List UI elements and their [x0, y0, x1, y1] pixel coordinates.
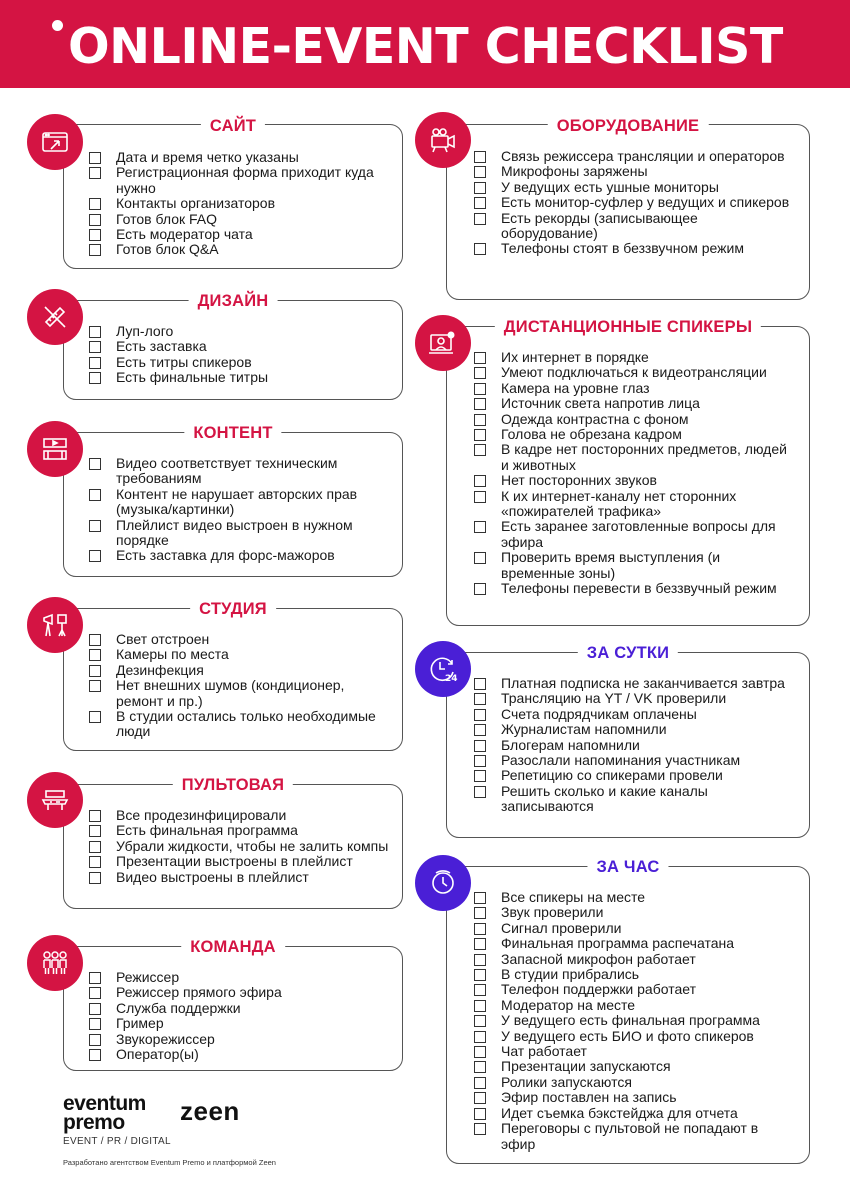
checkbox[interactable]: [89, 1018, 101, 1030]
checklist-item: [474, 1121, 794, 1152]
checkbox[interactable]: [474, 166, 486, 178]
checkbox[interactable]: [474, 954, 486, 966]
checkbox[interactable]: [89, 987, 101, 999]
checkbox[interactable]: [474, 398, 486, 410]
checkbox[interactable]: [89, 357, 101, 369]
checklist-item-label: Есть заставка для форс-мажоров: [116, 547, 335, 564]
checklist-item: [474, 180, 794, 195]
checkbox[interactable]: [89, 1003, 101, 1015]
section-title: ДИЗАЙН: [189, 291, 278, 311]
checkbox[interactable]: [89, 825, 101, 837]
checkbox[interactable]: [89, 1034, 101, 1046]
checklist-item-label: Их интернет в порядке: [501, 349, 649, 365]
checklist: [89, 970, 389, 1062]
checklist-item-label: Ролики запускаются: [501, 1073, 632, 1090]
checklist-item-label: Оператор(ы): [116, 1046, 199, 1063]
checklist-item: [474, 722, 794, 737]
checklist-item: [89, 165, 389, 196]
checkbox[interactable]: [474, 429, 486, 441]
checklist-item-label: Голова не обрезана кадром: [501, 426, 682, 443]
zeen-logo: zeen: [180, 1096, 240, 1126]
checklist-item-label: Есть заранее заготовленные вопросы для эфира: [501, 518, 776, 550]
checklist-item: [89, 355, 389, 370]
agency-tagline: EVENT / PR / DIGITAL: [63, 1136, 171, 1147]
video-frames-icon: [27, 421, 83, 477]
checklist-item: [89, 518, 389, 549]
checklist-item: [474, 1044, 794, 1059]
checklist-item: [89, 1047, 389, 1062]
checklist-item: [89, 1032, 389, 1047]
checklist-item: [474, 1013, 794, 1028]
checklist-item-label: Трансляцию на YT / VK проверили: [501, 690, 727, 707]
checklist: [474, 149, 794, 257]
checklist-item-label: В студии остались только необходимые люди: [116, 708, 376, 740]
checklist-item-label: Нет посторонних звуков: [501, 472, 657, 489]
checklist-item: [89, 839, 389, 854]
checklist-item-label: К их интернет-каналу нет сторонних «пожирателей трафика»: [501, 487, 737, 520]
checkbox[interactable]: [474, 709, 486, 721]
checkbox[interactable]: [89, 198, 101, 210]
checklist-item: [474, 738, 794, 753]
checkbox[interactable]: [474, 491, 486, 503]
logo-line: premo: [63, 1111, 125, 1134]
checklist: [89, 632, 389, 740]
checkbox[interactable]: [474, 352, 486, 364]
checkbox[interactable]: [89, 229, 101, 241]
checkbox[interactable]: [474, 475, 486, 487]
checklist-item: [474, 581, 794, 596]
section-title: ЗА СУТКИ: [578, 643, 678, 663]
section-title: СТУДИЯ: [190, 599, 276, 619]
checklist-item-label: Журналистам напомнили: [501, 721, 667, 738]
checklist-item: [474, 784, 794, 815]
checkbox[interactable]: [474, 521, 486, 533]
checklist-item-label: Убрали жидкости, чтобы не залить компы: [116, 837, 389, 854]
checklist-item-label: Запасной микрофон работает: [501, 950, 696, 967]
control-desk-icon: [27, 772, 83, 828]
checklist-item-label: Есть финальная программа: [116, 822, 298, 839]
checklist-item-label: Разослали напоминания участникам: [501, 752, 741, 769]
checkbox[interactable]: [89, 520, 101, 532]
checklist-item: [474, 365, 794, 380]
section-title: КОМАНДА: [181, 937, 285, 957]
checkbox[interactable]: [89, 872, 101, 884]
checkbox[interactable]: [474, 1031, 486, 1043]
checklist-item-label: Есть модератор чата: [116, 226, 253, 243]
checkbox[interactable]: [89, 326, 101, 338]
checkbox[interactable]: [89, 634, 101, 646]
checklist-item-label: Регистрационная форма приходит куда нужно: [116, 164, 374, 196]
checklist-item: [89, 985, 389, 1000]
checkbox[interactable]: [89, 214, 101, 226]
checkbox[interactable]: [89, 458, 101, 470]
checkbox[interactable]: [474, 740, 486, 752]
checklist-item: [474, 890, 794, 905]
camera-equipment-icon: [415, 112, 471, 168]
eventum-premo-logo: [63, 1094, 146, 1132]
checklist: [474, 350, 794, 597]
checklist: [474, 676, 794, 815]
checkbox[interactable]: [474, 151, 486, 163]
checklist-item-label: В студии прибрались: [501, 966, 640, 983]
browser-cursor-icon: [27, 114, 83, 170]
checkbox[interactable]: [89, 649, 101, 661]
studio-lights-icon: [27, 597, 83, 653]
checklist-item: [89, 632, 389, 647]
checkbox[interactable]: [89, 665, 101, 677]
checklist-item: [474, 921, 794, 936]
checklist-item: [474, 691, 794, 706]
checklist-item-label: В кадре нет посторонних предметов, людей и животных: [501, 441, 787, 473]
checklist-item: [474, 427, 794, 442]
checklist-item: [89, 242, 389, 257]
checklist-item: [474, 1059, 794, 1074]
checklist-item-label: Презентации выстроены в плейлист: [116, 853, 353, 870]
checkbox[interactable]: [474, 1061, 486, 1073]
checklist-item: [89, 456, 389, 487]
checkbox[interactable]: [89, 856, 101, 868]
checklist-item-label: Счета подрядчикам оплачены: [501, 705, 697, 722]
checklist-item-label: Свет отстроен: [116, 631, 210, 647]
checkbox[interactable]: [89, 341, 101, 353]
checkbox[interactable]: [474, 786, 486, 798]
checklist-item: [474, 195, 794, 210]
checklist-item: [89, 870, 389, 885]
checklist-item: [474, 396, 794, 411]
clock-24-icon: [415, 641, 471, 697]
checklist: [89, 324, 389, 386]
checklist-item-label: Презентации запускаются: [501, 1058, 671, 1075]
checklist-item: [474, 473, 794, 488]
checkbox[interactable]: [474, 755, 486, 767]
section-title: ОБОРУДОВАНИЕ: [548, 116, 709, 136]
checklist-item-label: Все продезинфицировали: [116, 807, 287, 823]
section-title: КОНТЕНТ: [184, 423, 281, 443]
checklist-item: [89, 970, 389, 985]
checkbox[interactable]: [474, 907, 486, 919]
checklist-item: [474, 753, 794, 768]
checklist-item-label: Есть монитор-суфлер у ведущих и спикеров: [501, 194, 790, 211]
checklist-item-label: Есть рекорды (записывающее оборудование): [501, 209, 698, 242]
checklist-item-label: Все спикеры на месте: [501, 889, 646, 905]
checklist-item: [89, 663, 389, 678]
checklist-item-label: Гример: [116, 1015, 164, 1032]
checklist-item-label: Модератор на месте: [501, 996, 636, 1013]
checklist-item: [89, 647, 389, 662]
checkbox[interactable]: [474, 1046, 486, 1058]
checklist-item: [474, 442, 794, 473]
clock-icon: [415, 855, 471, 911]
checklist-item-label: Источник света напротив лица: [501, 395, 700, 412]
checkbox[interactable]: [474, 938, 486, 950]
checkbox[interactable]: [89, 841, 101, 853]
checklist-item: [474, 998, 794, 1013]
checklist-item-label: Идет съемка бэкстейджа для отчета: [501, 1104, 738, 1121]
checklist-item: [89, 1016, 389, 1031]
checkbox[interactable]: [474, 552, 486, 564]
checkbox[interactable]: [89, 711, 101, 723]
checklist: [474, 890, 794, 1152]
clock-24-label: 24: [445, 674, 458, 684]
checkbox[interactable]: [474, 969, 486, 981]
checklist-item: [89, 709, 389, 740]
checklist-item-label: Сигнал проверили: [501, 919, 622, 936]
checklist-item-label: Есть заставка: [116, 338, 207, 355]
checkbox[interactable]: [474, 414, 486, 426]
page-title: ONLINE-EVENT CHECKLIST: [68, 18, 783, 75]
checkbox[interactable]: [474, 367, 486, 379]
checklist-item: [474, 164, 794, 179]
team-people-icon: [27, 935, 83, 991]
section-title: ЗА ЧАС: [587, 857, 668, 877]
checklist-item: [89, 854, 389, 869]
checklist-item-label: Камера на уровне глаз: [501, 379, 650, 396]
checklist-item: [89, 339, 389, 354]
checklist-item: [474, 967, 794, 982]
checklist-item-label: Телефоны стоят в беззвучном режим: [501, 240, 744, 257]
checklist-item-label: Служба поддержки: [116, 999, 241, 1016]
checklist-item: [474, 1075, 794, 1090]
checklist-item-label: У ведущих есть ушные мониторы: [501, 178, 719, 195]
checkbox[interactable]: [89, 244, 101, 256]
checklist-item: [474, 241, 794, 256]
checkbox[interactable]: [474, 923, 486, 935]
checklist-item-label: Умеют подключаться к видеотрансляции: [501, 364, 767, 381]
checkbox[interactable]: [89, 972, 101, 984]
checklist-item-label: Контент не нарушает авторских прав (музыка/картинки): [116, 485, 358, 518]
checkbox[interactable]: [89, 810, 101, 822]
checklist-item-label: Дезинфекция: [116, 661, 204, 678]
checklist-item: [474, 768, 794, 783]
checklist-item-label: У ведущего есть финальная программа: [501, 1012, 760, 1029]
checklist-item: [474, 936, 794, 951]
checklist-item-label: Луп-лого: [116, 323, 174, 339]
credit-text: Разработано агентством Eventum Premo и платформой Zeen: [63, 1158, 276, 1167]
checklist-item: [89, 808, 389, 823]
checkbox[interactable]: [474, 213, 486, 225]
checkbox[interactable]: [474, 1108, 486, 1120]
checklist-item: [89, 196, 389, 211]
checklist: [89, 456, 389, 564]
checklist-item-label: Звук проверили: [501, 904, 604, 921]
checkbox[interactable]: [474, 678, 486, 690]
checklist-item: [89, 150, 389, 165]
checklist-item-label: Готов блок FAQ: [116, 210, 218, 227]
checklist-item-label: Режиссер прямого эфира: [116, 984, 282, 1001]
checklist-item-label: Одежда контрастна с фоном: [501, 410, 689, 427]
checklist-item-label: Режиссер: [116, 969, 180, 985]
checklist-item-label: Решить сколько и какие каналы записываются: [501, 782, 708, 815]
checklist-item: [474, 211, 794, 242]
checklist-item-label: Чат работает: [501, 1043, 587, 1060]
checkbox[interactable]: [89, 550, 101, 562]
checkbox[interactable]: [474, 383, 486, 395]
checkbox[interactable]: [474, 197, 486, 209]
checklist: [89, 150, 389, 258]
checklist-item-label: Финальная программа распечатана: [501, 935, 734, 952]
checklist-item: [474, 381, 794, 396]
checklist-item-label: Есть финальные титры: [116, 369, 269, 386]
checklist-item: [474, 350, 794, 365]
checklist-item: [474, 489, 794, 520]
checklist-item: [474, 676, 794, 691]
checklist-item: [474, 707, 794, 722]
checklist-item-label: Видео выстроены в плейлист: [116, 868, 309, 885]
remote-speaker-icon: [415, 315, 471, 371]
checklist-item-label: Эфир поставлен на запись: [501, 1089, 677, 1106]
checklist-item-label: Блогерам напомнили: [501, 736, 640, 753]
checkbox[interactable]: [474, 1000, 486, 1012]
checklist: [89, 808, 389, 885]
checklist-item-label: Есть титры спикеров: [116, 353, 252, 370]
checklist-item-label: Нет внешних шумов (кондиционер, ремонт и пр.): [116, 677, 345, 709]
checkbox[interactable]: [474, 1015, 486, 1027]
checkbox[interactable]: [89, 1049, 101, 1061]
checklist-item: [89, 212, 389, 227]
checkbox[interactable]: [89, 152, 101, 164]
checklist-item-label: Проверить время выступления (и временные зоны): [501, 549, 721, 581]
checkbox[interactable]: [89, 680, 101, 692]
checklist-item: [89, 678, 389, 709]
checkbox[interactable]: [89, 489, 101, 501]
checklist-item-label: Платная подписка не заканчивается завтра: [501, 675, 785, 691]
checklist-item-label: Телефоны перевести в беззвучный режим: [501, 580, 777, 597]
checklist-item: [474, 149, 794, 164]
section-title: ДИСТАНЦИОННЫЕ СПИКЕРЫ: [495, 317, 761, 337]
header-banner: [0, 0, 850, 88]
checklist-item: [474, 905, 794, 920]
checklist-item: [474, 982, 794, 997]
checklist-item: [474, 550, 794, 581]
section-title: САЙТ: [201, 116, 265, 136]
checklist-item: [89, 324, 389, 339]
checkbox[interactable]: [474, 770, 486, 782]
checkbox[interactable]: [474, 583, 486, 595]
ruler-pencil-icon: [27, 289, 83, 345]
checklist-item: [474, 1106, 794, 1121]
checkbox[interactable]: [474, 1092, 486, 1104]
checklist-item: [474, 1029, 794, 1044]
header-dot: [52, 20, 63, 31]
checklist-item-label: Видео соответствует техническим требованиям: [116, 455, 338, 487]
checkbox[interactable]: [474, 444, 486, 456]
checklist-item-label: Микрофоны заряжены: [501, 163, 648, 180]
checklist-item-label: Контакты организаторов: [116, 195, 276, 212]
checkbox[interactable]: [474, 1077, 486, 1089]
checklist-item-label: Телефон поддержки работает: [501, 981, 696, 998]
checklist-item-label: Дата и время четко указаны: [116, 149, 299, 165]
checklist-item: [474, 412, 794, 427]
checkbox[interactable]: [474, 693, 486, 705]
checkbox[interactable]: [89, 372, 101, 384]
checklist-item-label: Переговоры с пультовой не попадают в эфир: [501, 1120, 759, 1152]
checkbox[interactable]: [89, 167, 101, 179]
checklist-item-label: Камеры по места: [116, 646, 229, 663]
checklist-item-label: Связь режиссера трансляции и операторов: [501, 148, 785, 164]
checklist-item: [89, 823, 389, 838]
checklist-item-label: Репетицию со спикерами провели: [501, 767, 723, 784]
checkbox[interactable]: [474, 243, 486, 255]
checklist-item: [89, 548, 389, 563]
checklist-item-label: У ведущего есть БИО и фото спикеров: [501, 1027, 754, 1044]
section-title: ПУЛЬТОВАЯ: [173, 775, 293, 795]
logo-line: eventum: [63, 1092, 146, 1115]
checkbox[interactable]: [474, 182, 486, 194]
checklist-item: [474, 1090, 794, 1105]
checklist-item-label: Готов блок Q&A: [116, 241, 219, 258]
checklist-item: [89, 227, 389, 242]
checklist-item-label: Звукорежиссер: [116, 1030, 215, 1047]
checklist-item-label: Плейлист видео выстроен в нужном порядке: [116, 516, 353, 549]
checkbox[interactable]: [474, 892, 486, 904]
checkbox[interactable]: [474, 984, 486, 996]
checklist-item: [89, 1001, 389, 1016]
checklist-item: [474, 952, 794, 967]
checklist-item: [89, 370, 389, 385]
checkbox[interactable]: [474, 1123, 486, 1135]
checkbox[interactable]: [474, 724, 486, 736]
checklist-item: [474, 519, 794, 550]
checklist-item: [89, 487, 389, 518]
